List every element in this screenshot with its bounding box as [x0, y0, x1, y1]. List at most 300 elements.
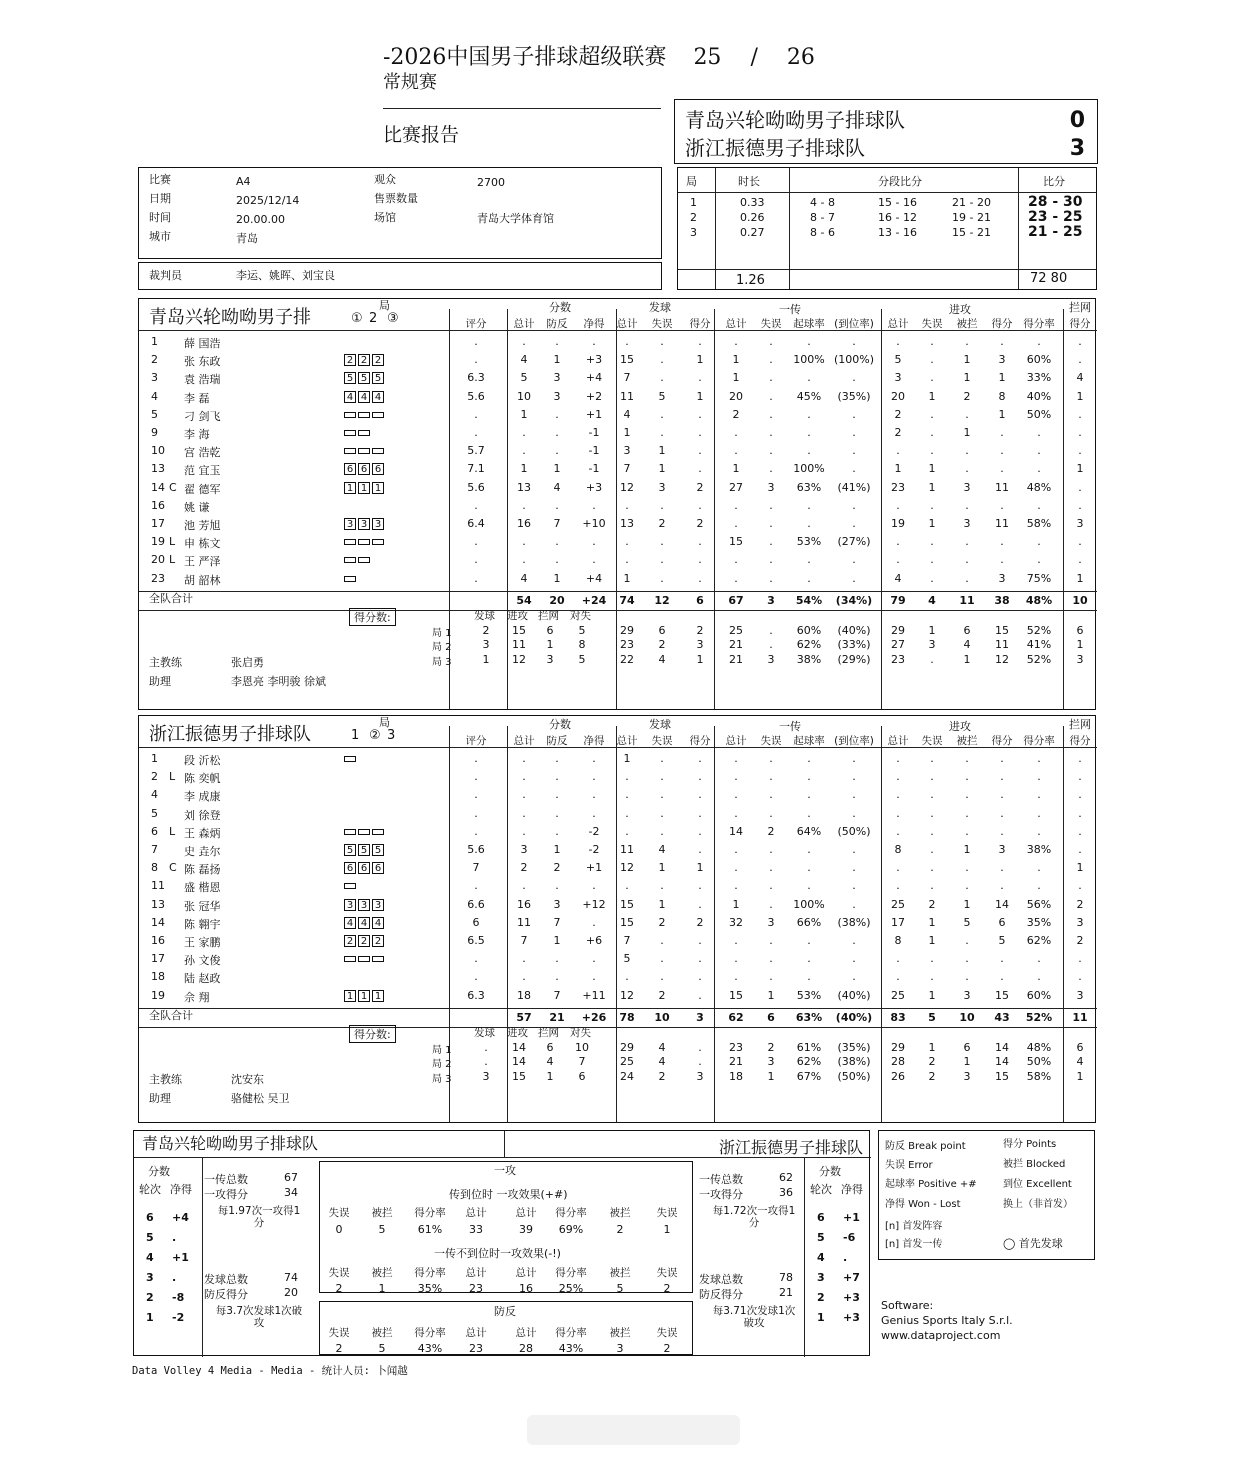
stat-value: . [930, 952, 934, 966]
serve-total-label: 发球总数 [699, 1273, 743, 1286]
stat-value: . [965, 788, 969, 802]
stat-value: -1 [588, 462, 600, 476]
stat-value: 1 [732, 897, 740, 911]
stat-value: . [930, 970, 934, 984]
stat-value: . [965, 462, 969, 476]
stat-value: . [734, 970, 738, 984]
stat-value: 5 [963, 915, 971, 929]
set-stat-value: 6 [658, 623, 666, 637]
total-label: 全队合计 [149, 591, 193, 605]
stat-value: . [592, 788, 596, 802]
match-info-value: 2700 [477, 176, 505, 189]
player-name: 李 成康 [184, 790, 221, 804]
stat-value: . [660, 335, 664, 348]
column-header: 失误 [921, 318, 943, 330]
stat-value: 11 [517, 915, 531, 929]
table-header: 被拦 [609, 1207, 631, 1219]
stat-value: . [698, 879, 702, 893]
stat-value: 23 [891, 480, 905, 494]
column-group-header: 一传 [779, 303, 801, 316]
set-points-value: . [484, 1055, 488, 1069]
stat-value: . [965, 444, 969, 458]
stat-value: . [698, 824, 702, 838]
reception-total-value: 67 [284, 1171, 298, 1184]
stat-value: +2 [585, 389, 603, 403]
stat-value: . [852, 571, 856, 585]
stat-value: 2 [732, 407, 740, 421]
stat-value: 1 [928, 462, 936, 476]
stat-value: . [896, 861, 900, 875]
total-value: 79 [890, 593, 906, 607]
team-name: 浙江振德男子排球队 [149, 724, 311, 745]
stat-value: . [474, 879, 478, 893]
player-role: C [169, 480, 177, 494]
stat-value: 16 [517, 897, 531, 911]
rotation-slot: 2 [372, 935, 384, 947]
table-header: 总计 [465, 1327, 487, 1339]
stat-value: . [852, 498, 856, 512]
stat-value: . [1078, 498, 1082, 512]
rotation-slot [358, 956, 370, 962]
away-team-name: 浙江振德男子排球队 [685, 136, 865, 160]
player-name: 刘 徐登 [184, 808, 221, 822]
stat-value: . [1000, 952, 1004, 966]
rotation-slot [344, 430, 356, 436]
total-value: 20 [549, 593, 565, 607]
rotation-slots [344, 462, 386, 475]
total-value: 21 [549, 1010, 565, 1024]
player-number: 3 [151, 371, 158, 385]
stat-value: . [474, 952, 478, 966]
stat-value: 8 [894, 843, 902, 856]
stat-value: +6 [585, 934, 603, 947]
stat-value: . [660, 934, 664, 947]
rotation-slots [344, 426, 372, 439]
set-stat-value: . [930, 652, 934, 666]
stat-value: 25 [891, 988, 905, 1002]
software-credit [881, 1298, 1013, 1343]
stat-value: +1 [585, 407, 603, 421]
set-stat-value: 4 [658, 1040, 666, 1054]
total-value: 6 [696, 593, 704, 607]
set-points-value: . [484, 1040, 488, 1054]
stat-value: . [698, 988, 702, 1002]
rotation-slots [344, 371, 386, 384]
stat-value: 3 [998, 571, 1006, 585]
player-name: 张 东政 [184, 355, 221, 369]
set-stat-value: 14 [995, 1055, 1009, 1069]
stat-value: . [807, 444, 811, 458]
stat-value: . [896, 535, 900, 549]
rotation-slot: 3 [372, 518, 384, 530]
stat-value: 15 [620, 353, 634, 367]
set-stat-value: 3 [1076, 652, 1084, 666]
stat-value: +10 [582, 517, 606, 530]
table-value: 35% [417, 1282, 443, 1295]
set-stat-value: 1 [928, 623, 936, 637]
stat-value: . [592, 970, 596, 984]
total-value: 10 [959, 1010, 975, 1024]
stat-value: 1 [1076, 861, 1084, 875]
set-stat-value: 1 [963, 1055, 971, 1069]
set-stat-value: 11 [995, 638, 1009, 652]
stat-value: (27%) [837, 535, 871, 549]
stat-value: 12 [620, 480, 634, 494]
stat-value: 12 [620, 861, 634, 875]
column-header: 失误 [921, 735, 943, 747]
stat-value: 1 [928, 988, 936, 1002]
stat-value: 3 [553, 371, 561, 385]
stat-value: . [769, 498, 773, 512]
stat-value: . [734, 517, 738, 530]
set-points-value: 14 [512, 1055, 526, 1069]
stat-value: . [592, 770, 596, 784]
software-label: Software: [881, 1299, 934, 1312]
rotation-number: 5 [817, 1231, 825, 1244]
rotation-points-title: 分数 [148, 1165, 170, 1178]
rotation-slot [344, 956, 356, 962]
player-name: 宫 浩乾 [184, 446, 221, 460]
stat-value: . [1078, 879, 1082, 893]
stat-value: . [769, 934, 773, 947]
stat-value: . [698, 462, 702, 476]
stat-value: . [930, 806, 934, 820]
stat-value: . [1000, 879, 1004, 893]
stat-value: . [930, 553, 934, 567]
stat-value: . [592, 335, 596, 348]
stat-value: 53% [796, 988, 822, 1002]
rotation-number: 2 [817, 1291, 825, 1304]
stat-value: . [474, 752, 478, 765]
match-info-label: 售票数量 [374, 192, 418, 205]
stat-value: 58% [1026, 517, 1052, 530]
table-header: 被拦 [371, 1267, 393, 1279]
stat-value: . [555, 788, 559, 802]
stat-value: . [625, 824, 629, 838]
set-points-value: 5 [578, 623, 586, 637]
rotation-slots [344, 535, 386, 548]
set-stat-value: 48% [1026, 1040, 1052, 1054]
set-column-label: 局 [379, 716, 390, 729]
rotation-slot: 4 [358, 391, 370, 403]
stat-value: . [555, 426, 559, 439]
column-group-header: 拦网 [1069, 718, 1091, 731]
stat-value: 100% [793, 897, 825, 911]
stat-value: 1 [696, 861, 704, 875]
player-row [139, 934, 1097, 952]
stat-value: . [1078, 788, 1082, 802]
stat-value: . [522, 952, 526, 966]
coach-name: 张启勇 [231, 655, 264, 669]
stat-value: . [474, 571, 478, 585]
stat-value: 6.3 [467, 988, 485, 1002]
total-value: 83 [890, 1010, 906, 1024]
player-role: L [169, 535, 176, 549]
set-points-value: 3 [482, 638, 490, 652]
set-column-label: 局 [379, 299, 390, 312]
stat-value: . [625, 879, 629, 893]
rotation-slots [344, 353, 386, 366]
stat-value: . [698, 444, 702, 458]
stat-value: 7 [520, 934, 528, 947]
stat-value: . [698, 934, 702, 947]
stat-value: . [522, 535, 526, 549]
match-info-label: 城市 [149, 230, 171, 243]
stat-value: . [660, 806, 664, 820]
stat-value: . [1000, 553, 1004, 567]
set-stat-value: 15 [995, 623, 1009, 637]
set-partial-2: 16 - 12 [878, 211, 917, 224]
stat-value: . [474, 353, 478, 367]
stat-value: 15 [620, 897, 634, 911]
player-number: 20 [151, 553, 165, 567]
stat-value: . [896, 952, 900, 966]
rotation-slot [358, 430, 370, 436]
stat-value: 1 [894, 462, 902, 476]
total-label: 全队合计 [149, 1008, 193, 1022]
stat-value: . [807, 861, 811, 875]
stat-value: . [769, 752, 773, 765]
stat-value: . [1000, 444, 1004, 458]
stat-value: . [474, 970, 478, 984]
table-value: 39 [519, 1223, 533, 1236]
table-value: 5 [378, 1342, 386, 1355]
rotation-net: -8 [172, 1291, 185, 1304]
stat-value: . [660, 426, 664, 439]
stat-value: 15 [729, 988, 743, 1002]
player-number: 14 [151, 915, 165, 929]
stat-value: . [965, 553, 969, 567]
stat-value: . [852, 752, 856, 765]
table-value: 2 [335, 1282, 343, 1295]
total-value: 57 [516, 1010, 532, 1024]
stat-value: 1 [963, 843, 971, 856]
stat-value: 38% [1026, 843, 1052, 856]
set-stat-value: 3 [767, 652, 775, 666]
footer-credit: Data Volley 4 Media - Media - 统计人员: 卜闻越 [132, 1365, 408, 1377]
set-participation-mark: ② [369, 728, 381, 743]
set-points-value: 6 [578, 1069, 586, 1083]
stat-value: . [474, 824, 478, 838]
stat-value: . [698, 571, 702, 585]
header-divider [139, 330, 1097, 331]
net-col-label: 净得 [170, 1183, 192, 1196]
set-score: 28 - 30 [1028, 194, 1083, 210]
stat-value: 2 [658, 517, 666, 530]
player-number: 17 [151, 952, 165, 966]
rotation-slot [358, 539, 370, 545]
stat-value: . [965, 335, 969, 348]
column-group-header: 拦网 [1069, 301, 1091, 314]
stat-value: . [1037, 952, 1041, 966]
stat-value: . [592, 915, 596, 929]
stat-value: . [769, 970, 773, 984]
player-row [139, 989, 1097, 1007]
player-number: 2 [151, 770, 158, 784]
rotation-slot [358, 412, 370, 418]
coach-label: 主教练 [149, 655, 182, 669]
stat-value: 3 [1076, 915, 1084, 929]
player-number: 16 [151, 498, 165, 512]
rotation-slot: 5 [358, 372, 370, 384]
stat-value: . [660, 879, 664, 893]
stat-value: 66% [796, 915, 822, 929]
set-score: 23 - 25 [1028, 209, 1083, 225]
player-number: 14 [151, 480, 165, 494]
sideout-points-label: 一攻得分 [204, 1188, 248, 1201]
stat-value: . [734, 335, 738, 348]
rotation-slots [344, 572, 358, 585]
set-partial-3: 15 - 21 [952, 226, 991, 239]
stat-value: 7 [553, 915, 561, 929]
stat-value: 63% [796, 480, 822, 494]
rotation-slot: 1 [358, 990, 370, 1002]
stat-value: 6.4 [467, 517, 485, 530]
set-participation-mark: ③ [387, 311, 399, 326]
stat-value: . [852, 861, 856, 875]
divider [202, 1157, 203, 1357]
total-value: 54 [516, 593, 532, 607]
points-divider [139, 1027, 1097, 1028]
player-name: 王 家鹏 [184, 936, 221, 949]
stat-value: . [1078, 553, 1082, 567]
stat-value: . [852, 934, 856, 947]
stat-value: 20 [891, 389, 905, 403]
team2-stats [138, 715, 1096, 1123]
stat-value: . [555, 879, 559, 893]
points-divider [139, 610, 1097, 611]
stat-value: . [807, 843, 811, 856]
rotation-slot: 3 [344, 899, 356, 911]
stat-value: 5 [658, 389, 666, 403]
rotation-slots [344, 952, 386, 965]
set-points-value: 15 [512, 1069, 526, 1083]
stat-value: . [852, 371, 856, 385]
stat-value: . [1000, 806, 1004, 820]
rotation-col-label: 轮次 [139, 1183, 161, 1196]
set-stat-value: 3 [696, 638, 704, 652]
stat-value: . [965, 535, 969, 549]
player-name: 薛 国浩 [184, 337, 221, 350]
stat-value: . [852, 444, 856, 458]
total-value: 78 [619, 1010, 635, 1024]
stat-value: 5.6 [467, 480, 485, 494]
rotation-slot: 5 [372, 372, 384, 384]
player-number: 5 [151, 806, 158, 820]
stat-value: . [698, 407, 702, 421]
set-stat-value: 29 [620, 1040, 634, 1054]
stat-value: 11 [620, 389, 634, 403]
stat-value: . [1000, 498, 1004, 512]
table-header: 总计 [465, 1207, 487, 1219]
player-number: 18 [151, 970, 165, 984]
player-row [139, 825, 1097, 843]
stat-value: . [474, 407, 478, 421]
stat-value: . [769, 952, 773, 966]
stat-value: 3 [553, 897, 561, 911]
breakpoint-points-label: 防反得分 [699, 1288, 743, 1301]
player-row [139, 916, 1097, 934]
set-partial-3: 21 - 20 [952, 196, 991, 209]
stat-value: . [1078, 335, 1082, 348]
stat-value: (40%) [837, 988, 871, 1002]
stat-value: . [625, 498, 629, 512]
set-points-value: 6 [546, 1040, 554, 1054]
stat-value: . [660, 970, 664, 984]
stat-value: . [522, 498, 526, 512]
set-points-value: 7 [578, 1055, 586, 1069]
total-value: 11 [1072, 1010, 1088, 1024]
rotation-slot [372, 956, 384, 962]
points-breakdown-header: 进攻 [507, 609, 528, 622]
column-header: 被拦 [956, 318, 978, 330]
stat-value: . [896, 335, 900, 348]
stat-value: . [965, 752, 969, 765]
set-points-value: 15 [512, 623, 526, 637]
stat-value: 4 [520, 571, 528, 585]
stat-value: 2 [658, 915, 666, 929]
stat-value: . [522, 788, 526, 802]
column-header: 总计 [513, 735, 535, 747]
team-name: 青岛兴轮呦呦男子排 [149, 307, 311, 328]
player-row [139, 390, 1097, 408]
stat-value: . [698, 970, 702, 984]
table-header: 得分率 [555, 1327, 587, 1339]
stat-value: . [807, 770, 811, 784]
stat-value: 10 [517, 389, 531, 403]
set-stat-value: 12 [995, 652, 1009, 666]
rotation-number: 1 [146, 1311, 154, 1324]
breakpoint-points-value: 21 [779, 1286, 793, 1299]
player-row [139, 499, 1097, 517]
stat-value: . [698, 806, 702, 820]
stat-value: 3 [623, 444, 631, 458]
column-header: 得分率 [1023, 318, 1055, 330]
rotation-slots [344, 916, 386, 929]
stat-value: 2 [767, 824, 775, 838]
player-row [139, 353, 1097, 371]
set-stat-value: 52% [1026, 652, 1052, 666]
stat-value: . [474, 788, 478, 802]
rotation-slot [372, 539, 384, 545]
set-points-value: 1 [546, 1069, 554, 1083]
stat-value: . [965, 824, 969, 838]
set-stat-value: 27 [891, 638, 905, 652]
stat-value: . [522, 752, 526, 765]
rotation-slot: 4 [344, 391, 356, 403]
player-name: 张 冠华 [184, 899, 221, 913]
stat-value: . [625, 553, 629, 567]
stat-value: 1 [767, 988, 775, 1002]
rotation-slot [344, 539, 356, 545]
rotation-slot: 1 [344, 990, 356, 1002]
stat-value: . [1078, 426, 1082, 439]
stat-value: . [522, 444, 526, 458]
stat-value: . [852, 462, 856, 476]
set-duration: 0.33 [740, 196, 765, 209]
total-value: 48% [1025, 593, 1053, 607]
stat-value: 7.1 [467, 462, 485, 476]
set-row-label: 局 2 [432, 642, 452, 654]
summary-box [133, 1130, 870, 1356]
stat-value: . [698, 335, 702, 348]
total-value: 3 [767, 593, 775, 607]
rotation-slot [344, 412, 356, 418]
stat-value: . [522, 770, 526, 784]
stat-value: 45% [796, 389, 822, 403]
set-stat-value: 6 [1076, 623, 1084, 637]
stat-value: 6.6 [467, 897, 485, 911]
